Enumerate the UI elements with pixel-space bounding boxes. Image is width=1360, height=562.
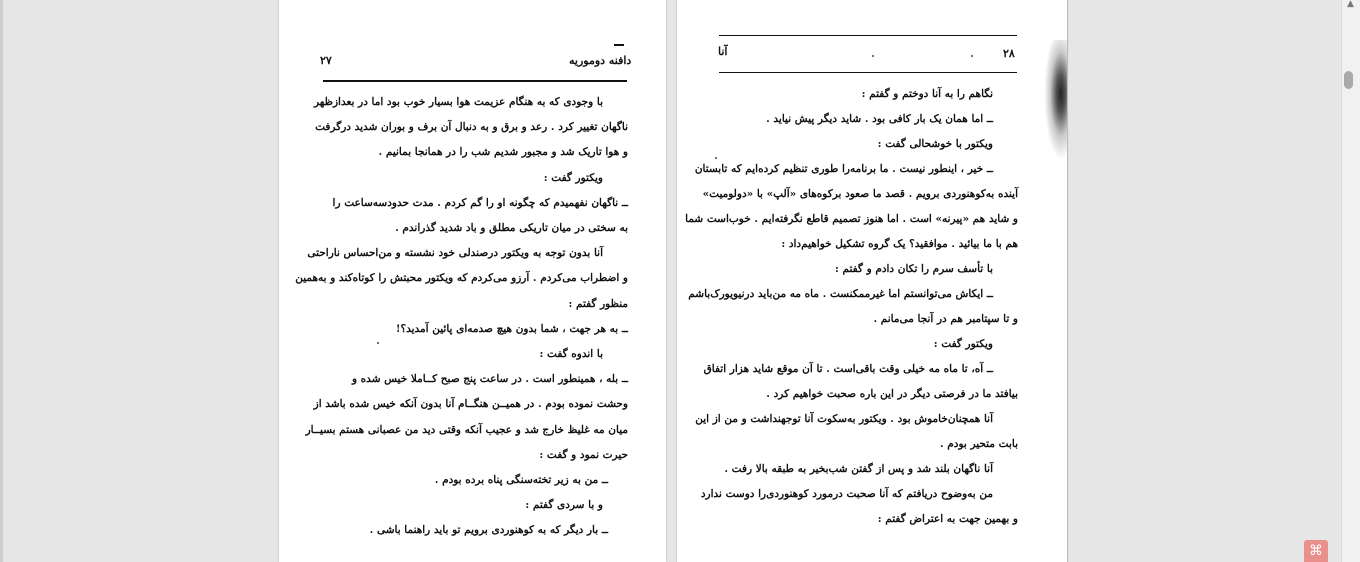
text-line: نگاهم را به آنا دوختم و گفتم :	[861, 88, 993, 100]
viewer-left-edge	[0, 0, 3, 562]
text-line: ــ ناگهان نفهمیدم که چگونه او را گم کردم . مدت حدودسه‌ساعت را	[332, 196, 628, 209]
text-line: و بهمین جهت به اعتراض گفتم :	[877, 513, 1018, 525]
text-line: و تا سپتامبر هم در آنجا می‌مانم .	[873, 313, 1018, 325]
text-line: آنا بدون توجه به ویکتور درصندلی خود نشسته و من‌احساس ناراحتی	[307, 247, 603, 260]
text-line: و هوا تاریک شد و مجبور شدیم شب را در همانجا بمانیم .	[378, 146, 628, 159]
text-line: آینده به‌کوهنوردی برویم . قصد ما صعود برکوه‌های «آلپ» با «دولومیت»	[702, 188, 1018, 200]
text-line: ناگهان تغییر کرد . رعد و برق و به دنبال آن برف و بوران شدید درگرفت	[315, 121, 628, 134]
text-line: با تأسف سرم را تکان دادم و گفتم :	[834, 263, 993, 275]
text-line: و اضطراب می‌کردم . آرزو می‌کردم که ویکتور محبتش را کوتاه‌کند و به‌همین	[295, 272, 628, 285]
text-line: به سختی در میان تاریکی مطلق و باد شدید گذراندم .	[395, 222, 628, 234]
text-line: ــ ایکاش می‌توانستم اما غیرممکنست . ماه مه من‌باید درنیویورک‌باشم	[688, 288, 993, 300]
text-line: بابت متحیر بودم .	[939, 438, 1018, 450]
text-line: با وجودی که به هنگام عزیمت هوا بسیار خوب بود اما در بعدازظهر	[313, 96, 603, 108]
text-line: حیرت نمود و گفت :	[539, 448, 628, 461]
left-page-number: ۲۷	[320, 54, 332, 67]
text-line: و شاید هم «پیرنه» است . اما هنوز تصمیم قاطع نگرفته‌ایم . خوب‌است شما	[685, 213, 1018, 225]
right-page-running-header: آنا	[718, 45, 728, 58]
scroll-up-arrow-icon[interactable]: ▲	[1347, 0, 1354, 9]
page-top-mark	[614, 44, 624, 46]
text-line: ــ اما همان یک بار کافی بود . شاید دیگر پیش نیاید .	[766, 113, 993, 125]
text-line: بیافتد ما در فرصتی دیگر در این باره صحبت خواهیم کرد .	[766, 388, 1018, 400]
text-line: ویکتور گفت :	[933, 338, 993, 350]
left-header-rule	[323, 80, 627, 82]
text-line: و با سردی گفتم :	[525, 499, 603, 512]
scan-speck	[872, 55, 874, 57]
text-line: ــ خیر ، اینطور نیست . ما برنامه‌را طوری تنظیم کرده‌ایم که تابستان	[694, 163, 993, 175]
text-line: ویکتور گفت :	[543, 171, 603, 184]
scrollbar-thumb[interactable]	[1344, 71, 1353, 89]
text-line: آنا ناگهان بلند شد و پس از گفتن شب‌بخیر به طبقه بالا رفت .	[724, 463, 993, 475]
scan-speck	[715, 157, 717, 159]
text-line: هم با ما بیائید . موافقید؟ یک گروه تشکیل خواهیم‌داد :	[781, 238, 1018, 250]
page-edge	[1067, 0, 1068, 562]
pdf-icon[interactable]: ⌘	[1304, 540, 1328, 562]
text-line: ــ من به زیر تخته‌سنگی پناه برده بودم .	[434, 474, 608, 486]
scan-speck	[377, 342, 379, 344]
text-line: با اندوه گفت :	[539, 348, 603, 360]
right-page-number: ۲۸	[1003, 47, 1015, 60]
scan-speck	[971, 55, 973, 57]
text-line: ــ بله ، همینطور است . در ساعت پنج صبح کــاملا خیس شده و	[351, 373, 628, 386]
text-line: من به‌وضوح دریافتم که آنا صحبت درمورد کوهنوردی‌را دوست ندارد	[700, 488, 993, 500]
scan-smudge	[1044, 40, 1068, 160]
pdf-page-right	[677, 0, 1067, 562]
text-line: ویکتور با خوشحالی گفت :	[877, 138, 993, 150]
text-line: وحشت نموده بودم . در همیــن هنگــام آنا بدون آنکه خیس شده باشد از	[313, 398, 628, 411]
right-header-top-rule	[719, 35, 1017, 36]
text-line: ــ آه‌، تا ماه مه خیلی وقت باقی‌است . تا آن موقع شاید هزار اتفاق	[703, 363, 993, 375]
text-line: منظور گفتم :	[568, 297, 628, 310]
text-line: میان مه غلیظ خارج شد و عجیب آنکه وقتی دید من عصبانی هستم بسیــار	[305, 423, 628, 436]
text-line: آنا همچنان‌خاموش بود . ویکتور به‌سکوت آنا توجهنداشت و من از این	[695, 413, 993, 425]
text-line: ــ بار دیگر که به کوهنوردی برویم تو باید راهنما باشی .	[369, 524, 608, 537]
text-line: ــ به هر جهت ، شما بدون هیچ صدمه‌ای پائین آمدید؟!	[395, 322, 628, 335]
right-header-rule	[719, 72, 1017, 73]
left-page-running-header: دافنه دوموریه	[569, 54, 632, 67]
